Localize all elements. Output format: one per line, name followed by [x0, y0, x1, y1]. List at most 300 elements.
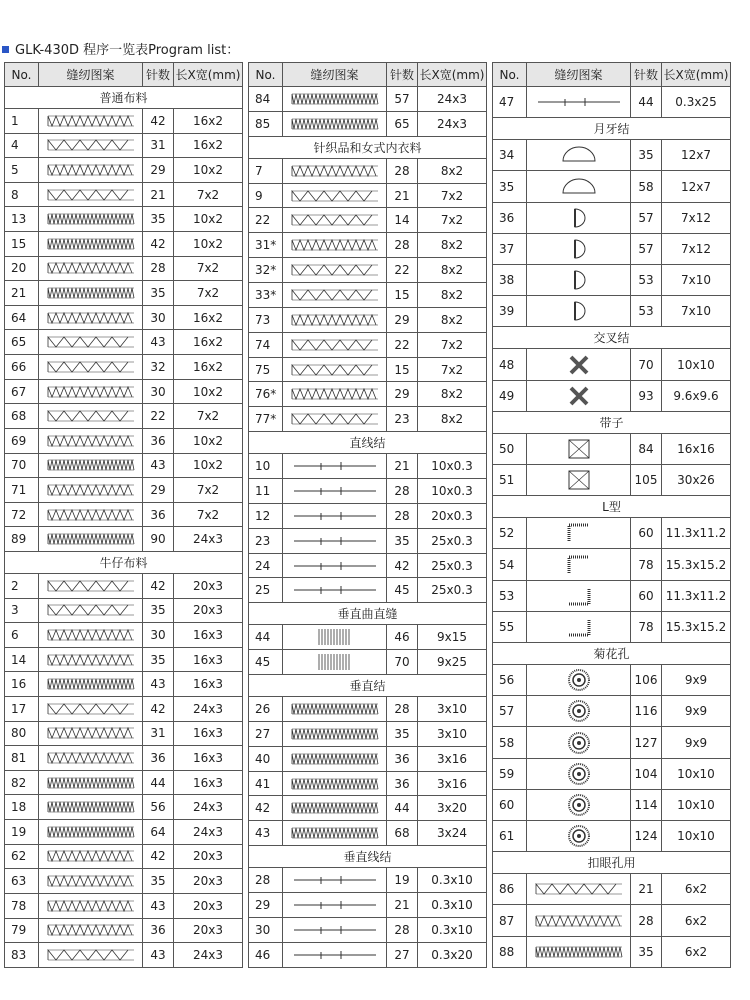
program-number: 76* — [249, 382, 283, 407]
stitch-pattern-icon — [534, 914, 624, 928]
pattern-size: 8x2 — [418, 158, 487, 183]
pattern-size: 7x2 — [174, 502, 243, 527]
program-number: 79 — [5, 918, 39, 943]
program-number: 2 — [5, 573, 39, 598]
col-no-header: No. — [5, 63, 39, 87]
pattern-cell — [283, 407, 387, 432]
pattern-cell — [283, 479, 387, 504]
pattern-cell — [283, 382, 387, 407]
program-row — [5, 158, 243, 183]
stitch-pattern-icon — [290, 777, 380, 791]
program-number: 5 — [5, 158, 39, 183]
pattern-size: 24x3 — [174, 697, 243, 722]
pattern-cell — [39, 109, 143, 134]
program-row — [249, 821, 487, 846]
col-no-header: No. — [249, 63, 283, 87]
stitch-count: 29 — [387, 307, 418, 332]
pattern-cell — [283, 578, 387, 603]
program-row — [493, 233, 731, 264]
program-number: 72 — [5, 502, 39, 527]
program-number: 25 — [249, 578, 283, 603]
pattern-size: 10x2 — [174, 379, 243, 404]
program-number: 9 — [249, 183, 283, 208]
stitch-pattern-icon — [46, 825, 136, 839]
program-row — [493, 696, 731, 727]
stitch-pattern-icon — [46, 409, 136, 423]
stitch-count: 57 — [631, 202, 662, 233]
stitch-pattern-icon — [46, 628, 136, 642]
pattern-size: 6x2 — [662, 936, 731, 967]
pattern-size: 16x3 — [174, 672, 243, 697]
program-number: 7 — [249, 158, 283, 183]
stitch-pattern-icon — [46, 458, 136, 472]
pattern-cell — [283, 283, 387, 308]
stitch-count: 35 — [387, 528, 418, 553]
section-title: 垂直结 — [249, 675, 487, 697]
program-number: 22 — [249, 208, 283, 233]
pattern-size: 20x3 — [174, 573, 243, 598]
pattern-size: 11.3x11.2 — [662, 518, 731, 549]
program-number: 75 — [249, 357, 283, 382]
program-number: 40 — [249, 746, 283, 771]
program-number: 42 — [249, 796, 283, 821]
stitch-count: 36 — [143, 502, 174, 527]
stitch-count: 15 — [387, 357, 418, 382]
pattern-cell — [283, 771, 387, 796]
stitch-pattern-icon — [290, 338, 380, 352]
pattern-cell — [39, 158, 143, 183]
stitch-pattern-icon — [290, 923, 380, 937]
program-number: 28 — [249, 868, 283, 893]
program-row — [249, 917, 487, 942]
pattern-size: 10x2 — [174, 428, 243, 453]
table-header-row — [5, 63, 243, 87]
program-row — [5, 330, 243, 355]
pattern-cell — [283, 111, 387, 136]
pattern-size: 16x16 — [662, 433, 731, 464]
stitch-pattern-icon — [290, 263, 380, 277]
program-number: 53 — [493, 580, 527, 611]
pattern-cell — [39, 305, 143, 330]
stitch-count: 35 — [143, 281, 174, 306]
pattern-cell — [283, 796, 387, 821]
stitch-count: 36 — [143, 918, 174, 943]
program-number: 37 — [493, 233, 527, 264]
pattern-size: 16x2 — [174, 305, 243, 330]
pattern-size: 8x2 — [418, 233, 487, 258]
pattern-size: 3x10 — [418, 721, 487, 746]
program-row — [5, 770, 243, 795]
pattern-cell — [283, 258, 387, 283]
pattern-size: 10x10 — [662, 349, 731, 380]
stitch-pattern-icon — [290, 213, 380, 227]
stitch-count: 57 — [631, 233, 662, 264]
stitch-pattern-icon — [46, 114, 136, 128]
pattern-size: 0.3x20 — [418, 942, 487, 967]
program-number: 88 — [493, 936, 527, 967]
stitch-pattern-icon — [46, 385, 136, 399]
program-row — [5, 820, 243, 845]
stitch-count: 46 — [387, 625, 418, 650]
program-row — [493, 87, 731, 118]
stitch-count: 56 — [143, 795, 174, 820]
stitch-pattern-icon — [290, 801, 380, 815]
stitch-count: 36 — [143, 746, 174, 771]
pattern-cell — [39, 844, 143, 869]
stitch-count: 114 — [631, 789, 662, 820]
page-title — [2, 43, 239, 59]
pattern-size: 16x3 — [174, 647, 243, 672]
program-number: 21 — [5, 281, 39, 306]
pattern-size: 16x3 — [174, 770, 243, 795]
pattern-size: 16x3 — [174, 721, 243, 746]
stitch-pattern-icon — [46, 311, 136, 325]
program-row — [249, 650, 487, 675]
program-row — [249, 528, 487, 553]
stitch-pattern-icon — [567, 699, 591, 723]
stitch-pattern-icon — [290, 313, 380, 327]
pattern-cell — [39, 404, 143, 429]
stitch-pattern-icon — [290, 873, 380, 887]
section-title: 扣眼孔用 — [493, 852, 731, 874]
pattern-cell — [527, 349, 631, 380]
stitch-pattern-icon — [290, 509, 380, 523]
program-number: 8 — [5, 182, 39, 207]
pattern-cell — [283, 942, 387, 967]
program-row — [249, 503, 487, 528]
pattern-size: 16x3 — [174, 623, 243, 648]
program-row — [5, 355, 243, 380]
stitch-pattern-icon — [46, 603, 136, 617]
pattern-cell — [283, 208, 387, 233]
program-row — [493, 518, 731, 549]
pattern-cell — [39, 943, 143, 968]
pattern-size: 10x2 — [174, 207, 243, 232]
stitch-pattern-icon — [290, 117, 380, 131]
program-row — [493, 171, 731, 202]
stitch-count: 65 — [387, 111, 418, 136]
section-row — [249, 432, 487, 454]
pattern-size: 10x2 — [174, 453, 243, 478]
col-stitches-header: 针数 — [387, 63, 418, 87]
section-title: 带子 — [493, 411, 731, 433]
section-title: 垂直曲直缝 — [249, 603, 487, 625]
program-number: 3 — [5, 598, 39, 623]
program-row — [5, 305, 243, 330]
program-row — [249, 746, 487, 771]
pattern-cell — [39, 281, 143, 306]
program-number: 20 — [5, 256, 39, 281]
pattern-size: 7x10 — [662, 296, 731, 327]
program-number: 67 — [5, 379, 39, 404]
pattern-size: 12x7 — [662, 140, 731, 171]
program-number: 61 — [493, 821, 527, 852]
pattern-size: 10x10 — [662, 789, 731, 820]
pattern-cell — [527, 727, 631, 758]
program-row — [5, 256, 243, 281]
program-number: 33* — [249, 283, 283, 308]
stitch-count: 42 — [143, 109, 174, 134]
stitch-pattern-icon — [46, 751, 136, 765]
program-row — [249, 868, 487, 893]
pattern-size: 7x2 — [418, 332, 487, 357]
pattern-size: 7x2 — [418, 183, 487, 208]
pattern-cell — [283, 893, 387, 918]
program-number: 63 — [5, 869, 39, 894]
pattern-cell — [527, 233, 631, 264]
stitch-count: 30 — [143, 305, 174, 330]
program-row — [249, 454, 487, 479]
program-row — [5, 721, 243, 746]
pattern-size: 20x0.3 — [418, 503, 487, 528]
program-number: 64 — [5, 305, 39, 330]
program-number: 12 — [249, 503, 283, 528]
program-number: 43 — [249, 821, 283, 846]
program-row — [249, 87, 487, 112]
program-list-table — [248, 62, 487, 968]
pattern-cell — [39, 893, 143, 918]
pattern-size: 7x2 — [174, 404, 243, 429]
program-row — [5, 918, 243, 943]
stitch-count: 21 — [631, 874, 662, 905]
program-number: 89 — [5, 527, 39, 552]
pattern-cell — [527, 611, 631, 642]
pattern-cell — [527, 433, 631, 464]
stitch-count: 42 — [143, 232, 174, 257]
stitch-count: 70 — [387, 650, 418, 675]
pattern-cell — [39, 502, 143, 527]
program-row — [5, 844, 243, 869]
pattern-size: 10x10 — [662, 821, 731, 852]
pattern-cell — [39, 330, 143, 355]
stitch-count: 105 — [631, 465, 662, 496]
stitch-pattern-icon — [46, 483, 136, 497]
stitch-pattern-icon — [46, 532, 136, 546]
stitch-count: 44 — [143, 770, 174, 795]
pattern-size: 7x12 — [662, 233, 731, 264]
stitch-pattern-icon — [46, 899, 136, 913]
stitch-count: 53 — [631, 296, 662, 327]
col-size-header: 长X宽(mm) — [174, 63, 243, 87]
stitch-count: 104 — [631, 758, 662, 789]
program-number: 36 — [493, 202, 527, 233]
program-row — [493, 936, 731, 967]
stitch-pattern-icon — [290, 752, 380, 766]
program-row — [493, 380, 731, 411]
col-stitches-header: 针数 — [631, 63, 662, 87]
pattern-size: 24x3 — [418, 111, 487, 136]
pattern-cell — [283, 503, 387, 528]
stitch-pattern-icon — [290, 459, 380, 473]
stitch-count: 28 — [387, 697, 418, 722]
table-header-row — [249, 63, 487, 87]
stitch-pattern-icon — [46, 653, 136, 667]
col-size-header: 长X宽(mm) — [662, 63, 731, 87]
col-pattern-header: 缝纫图案 — [283, 63, 387, 87]
stitch-count: 64 — [143, 820, 174, 845]
pattern-size: 8x2 — [418, 307, 487, 332]
pattern-size: 8x2 — [418, 258, 487, 283]
stitch-count: 28 — [631, 905, 662, 936]
col-no-header: No. — [493, 63, 527, 87]
pattern-size: 25x0.3 — [418, 553, 487, 578]
program-number: 47 — [493, 87, 527, 118]
program-number: 29 — [249, 893, 283, 918]
pattern-cell — [527, 936, 631, 967]
stitch-count: 43 — [143, 453, 174, 478]
section-title: 针织品和女式内衣料 — [249, 136, 487, 158]
program-number: 45 — [249, 650, 283, 675]
stitch-count: 23 — [387, 407, 418, 432]
pattern-size: 16x3 — [174, 746, 243, 771]
pattern-cell — [283, 721, 387, 746]
pattern-cell — [527, 465, 631, 496]
program-number: 26 — [249, 697, 283, 722]
pattern-cell — [527, 265, 631, 296]
stitch-pattern-icon — [46, 677, 136, 691]
stitch-pattern-icon — [567, 793, 591, 817]
pattern-cell — [283, 87, 387, 112]
pattern-size: 25x0.3 — [418, 578, 487, 603]
pattern-size: 24x3 — [174, 795, 243, 820]
pattern-cell — [283, 332, 387, 357]
stitch-count: 43 — [143, 943, 174, 968]
program-row — [249, 233, 487, 258]
pattern-size: 9x9 — [662, 696, 731, 727]
program-row — [249, 283, 487, 308]
stitch-pattern-icon — [559, 145, 599, 165]
pattern-cell — [283, 357, 387, 382]
pattern-cell — [527, 549, 631, 580]
pattern-cell — [527, 696, 631, 727]
stitch-pattern-icon — [46, 261, 136, 275]
stitch-pattern-icon — [290, 702, 380, 716]
program-row — [249, 111, 487, 136]
stitch-count: 28 — [387, 503, 418, 528]
program-row — [493, 349, 731, 380]
program-number: 71 — [5, 478, 39, 503]
pattern-size: 10x0.3 — [418, 479, 487, 504]
program-number: 60 — [493, 789, 527, 820]
pattern-cell — [39, 820, 143, 845]
program-row — [249, 893, 487, 918]
section-title: 直线结 — [249, 432, 487, 454]
program-number: 56 — [493, 665, 527, 696]
pattern-cell — [283, 553, 387, 578]
stitch-count: 31 — [143, 133, 174, 158]
section-row — [493, 327, 731, 349]
program-row — [249, 208, 487, 233]
program-number: 83 — [5, 943, 39, 968]
stitch-pattern-icon — [46, 923, 136, 937]
program-number: 38 — [493, 265, 527, 296]
pattern-cell — [39, 598, 143, 623]
stitch-pattern-icon — [290, 288, 380, 302]
pattern-size: 20x3 — [174, 893, 243, 918]
program-number: 14 — [5, 647, 39, 672]
pattern-size: 20x3 — [174, 844, 243, 869]
program-row — [493, 758, 731, 789]
pattern-size: 8x2 — [418, 382, 487, 407]
stitch-pattern-icon — [290, 534, 380, 548]
pattern-cell — [39, 453, 143, 478]
pattern-size: 0.3x10 — [418, 893, 487, 918]
program-row — [249, 625, 487, 650]
program-number: 13 — [5, 207, 39, 232]
stitch-count: 35 — [631, 936, 662, 967]
program-number: 50 — [493, 433, 527, 464]
stitch-pattern-icon — [290, 189, 380, 203]
pattern-cell — [527, 758, 631, 789]
stitch-pattern-icon — [46, 237, 136, 251]
pattern-cell — [39, 721, 143, 746]
program-row — [249, 183, 487, 208]
pattern-cell — [527, 87, 631, 118]
program-number: 77* — [249, 407, 283, 432]
stitch-count: 21 — [387, 454, 418, 479]
stitch-count: 22 — [143, 404, 174, 429]
program-row — [249, 307, 487, 332]
pattern-cell — [283, 917, 387, 942]
program-list-table — [492, 62, 731, 968]
stitch-count: 29 — [143, 478, 174, 503]
pattern-size: 3x16 — [418, 746, 487, 771]
program-row — [493, 789, 731, 820]
stitch-count: 29 — [387, 382, 418, 407]
pattern-cell — [39, 379, 143, 404]
program-number: 39 — [493, 296, 527, 327]
program-number: 31* — [249, 233, 283, 258]
program-row — [493, 821, 731, 852]
stitch-pattern-icon — [46, 874, 136, 888]
program-row — [493, 549, 731, 580]
pattern-size: 7x2 — [174, 478, 243, 503]
pattern-size: 10x2 — [174, 158, 243, 183]
program-number: 81 — [5, 746, 39, 771]
program-number: 46 — [249, 942, 283, 967]
pattern-size: 11.3x11.2 — [662, 580, 731, 611]
program-number: 62 — [5, 844, 39, 869]
program-number: 82 — [5, 770, 39, 795]
program-number: 23 — [249, 528, 283, 553]
pattern-cell — [283, 158, 387, 183]
stitch-pattern-icon — [46, 579, 136, 593]
stitch-pattern-icon — [534, 95, 624, 109]
stitch-count: 15 — [387, 283, 418, 308]
stitch-count: 57 — [387, 87, 418, 112]
stitch-pattern-icon — [534, 882, 624, 896]
program-row — [249, 553, 487, 578]
pattern-cell — [39, 647, 143, 672]
stitch-count: 90 — [143, 527, 174, 552]
program-row — [5, 573, 243, 598]
program-row — [493, 265, 731, 296]
program-number: 17 — [5, 697, 39, 722]
stitch-pattern-icon — [565, 521, 593, 545]
pattern-size: 30x26 — [662, 465, 731, 496]
pattern-cell — [39, 207, 143, 232]
stitch-count: 28 — [143, 256, 174, 281]
pattern-cell — [527, 296, 631, 327]
section-title: 菊花孔 — [493, 643, 731, 665]
program-row — [493, 296, 731, 327]
program-row — [249, 158, 487, 183]
program-number: 32* — [249, 258, 283, 283]
stitch-count: 31 — [143, 721, 174, 746]
program-row — [249, 357, 487, 382]
pattern-size: 9x9 — [662, 727, 731, 758]
stitch-pattern-icon — [568, 354, 590, 376]
